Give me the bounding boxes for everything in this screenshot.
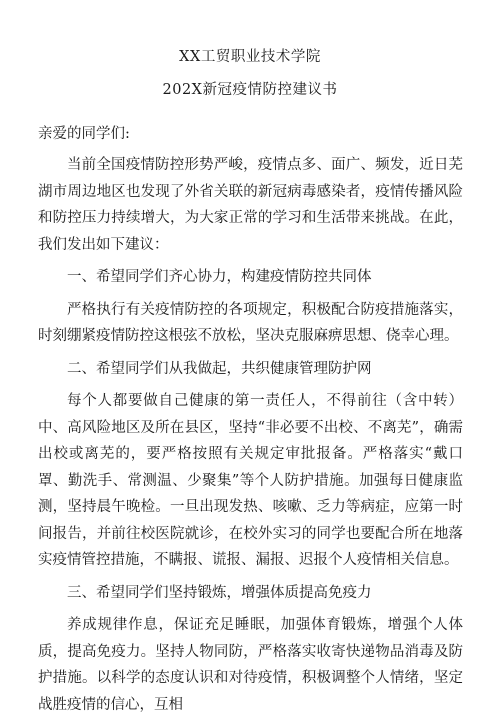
school-name: XX工贸职业技术学院	[179, 49, 321, 65]
section-body-3: 养成规律作息，保证充足睡眠，加强体育锻炼，增强个人体质，提高免疫力。坚持人物同防，严格落实收寄快递物品消毒及防护措施。以科学的态度认识和对待疫情，积极调整个人情绪，坚定战胜疫情的信心，互相	[38, 617, 463, 713]
section-body-2: 每个人都要做自己健康的第一责任人，不得前往（含中转）中、高风险地区及所在县区，坚持“非必要不出校、不离芜”，确需出校或离芜的，要严格按照有关规定审批报备。严格落实“戴口罩、勤洗手、常测温、少聚集”等个人防护措施。加强每日健康监测，坚持晨午晚检。一旦出现发热、咳嗽、乏力等病症，应第一时间报告，并前往校医院就诊，在校外实习的同学也要配合所在地落实疫情管控措施，不瞒报、谎报、漏报、迟报个人疫情相关信息。	[38, 393, 463, 568]
section-heading-2: 二、希望同学们从我做起，共织健康管理防护网	[67, 360, 372, 377]
title-block	[0, 50, 500, 97]
section-body-1: 严格执行有关疫情防控的各项规定，积极配合防疫措施落实，时刻绷紧疫情防控这根弦不放松，坚决克服麻痹思想、侥幸心理。	[38, 301, 463, 344]
document-body	[38, 152, 463, 724]
section-heading-3: 三、希望同学们坚持锻炼，增强体质提高免疫力	[67, 584, 372, 601]
intro-paragraph: 当前全国疫情防控形势严峻，疫情点多、面广、频发，近日芜湖市周边地区也发现了外省关联的新冠病毒感染者，疫情传播风险和防控压力持续增大，为大家正常的学习和生活带来挑战。在此，我们发出如下建议：	[38, 157, 463, 253]
section-heading-1: 一、希望同学们齐心协力，构建疫情防控共同体	[67, 269, 372, 285]
document-title: 202X新冠疫情防控建议书	[162, 82, 338, 98]
salutation: 亲爱的同学们:	[38, 126, 130, 142]
